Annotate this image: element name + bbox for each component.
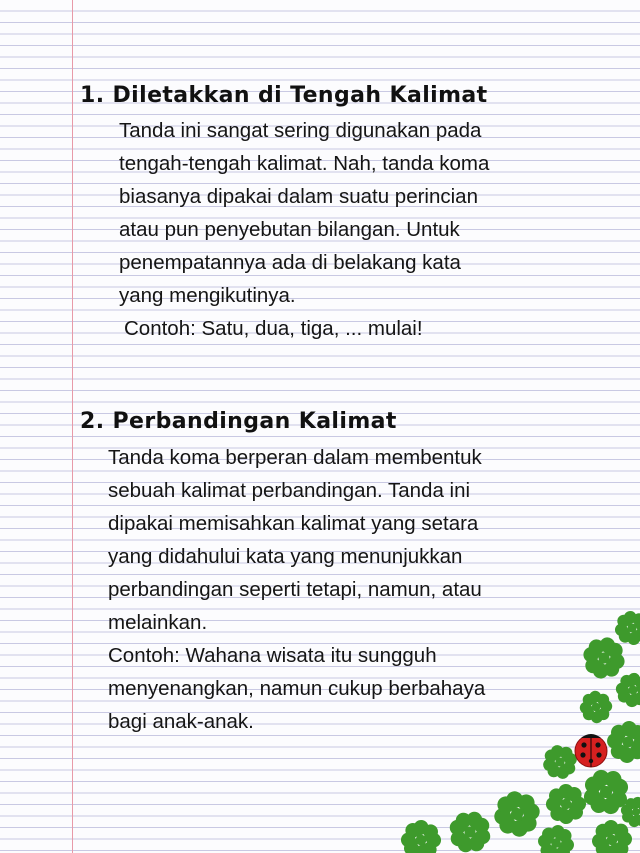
four-leaf-clover-icon — [449, 811, 492, 853]
example-line: Contoh: Satu, dua, tiga, ... mulai! — [124, 317, 423, 340]
body-line: penempatannya ada di belakang kata — [119, 251, 461, 274]
four-leaf-clover-icon — [535, 822, 577, 853]
body-line: sebuah kalimat perbandingan. Tanda ini — [108, 479, 471, 502]
four-leaf-clover-icon — [396, 815, 446, 853]
body-line: melainkan. — [108, 611, 208, 634]
body-line: dipakai memisahkan kalimat yang setara — [108, 512, 479, 535]
body-line: Tanda ini sangat sering digunakan pada — [119, 119, 482, 142]
section-1-heading: 1. Diletakkan di Tengah Kalimat — [80, 83, 488, 108]
four-leaf-clover-icon — [491, 788, 544, 841]
section-2-heading: 2. Perbandingan Kalimat — [80, 409, 397, 434]
four-leaf-clover-icon — [576, 687, 615, 726]
body-line: yang didahului kata yang menunjukkan — [108, 545, 463, 568]
four-leaf-clover-icon — [581, 635, 627, 681]
four-leaf-clover-icon — [603, 717, 640, 768]
example-line: Contoh: Wahana wisata itu sungguh — [108, 644, 437, 667]
ladybug-icon — [575, 734, 607, 767]
four-leaf-clover-icon — [541, 779, 591, 829]
body-line: biasanya dipakai dalam suatu perincian — [119, 185, 478, 208]
four-leaf-clover-icon — [612, 608, 640, 648]
body-line: atau pun penyebutan bilangan. Untuk — [119, 218, 460, 241]
example-line: menyenangkan, namun cukup berbahaya — [108, 677, 486, 700]
body-line: perbandingan seperti tetapi, namun, atau — [108, 578, 482, 601]
body-line: Tanda koma berperan dalam membentuk — [108, 446, 482, 469]
body-line: tengah-tengah kalimat. Nah, tanda koma — [119, 152, 490, 175]
example-line: bagi anak-anak. — [108, 710, 254, 733]
body-line: yang mengikutinya. — [119, 284, 296, 307]
four-leaf-clover-icon — [541, 743, 579, 781]
